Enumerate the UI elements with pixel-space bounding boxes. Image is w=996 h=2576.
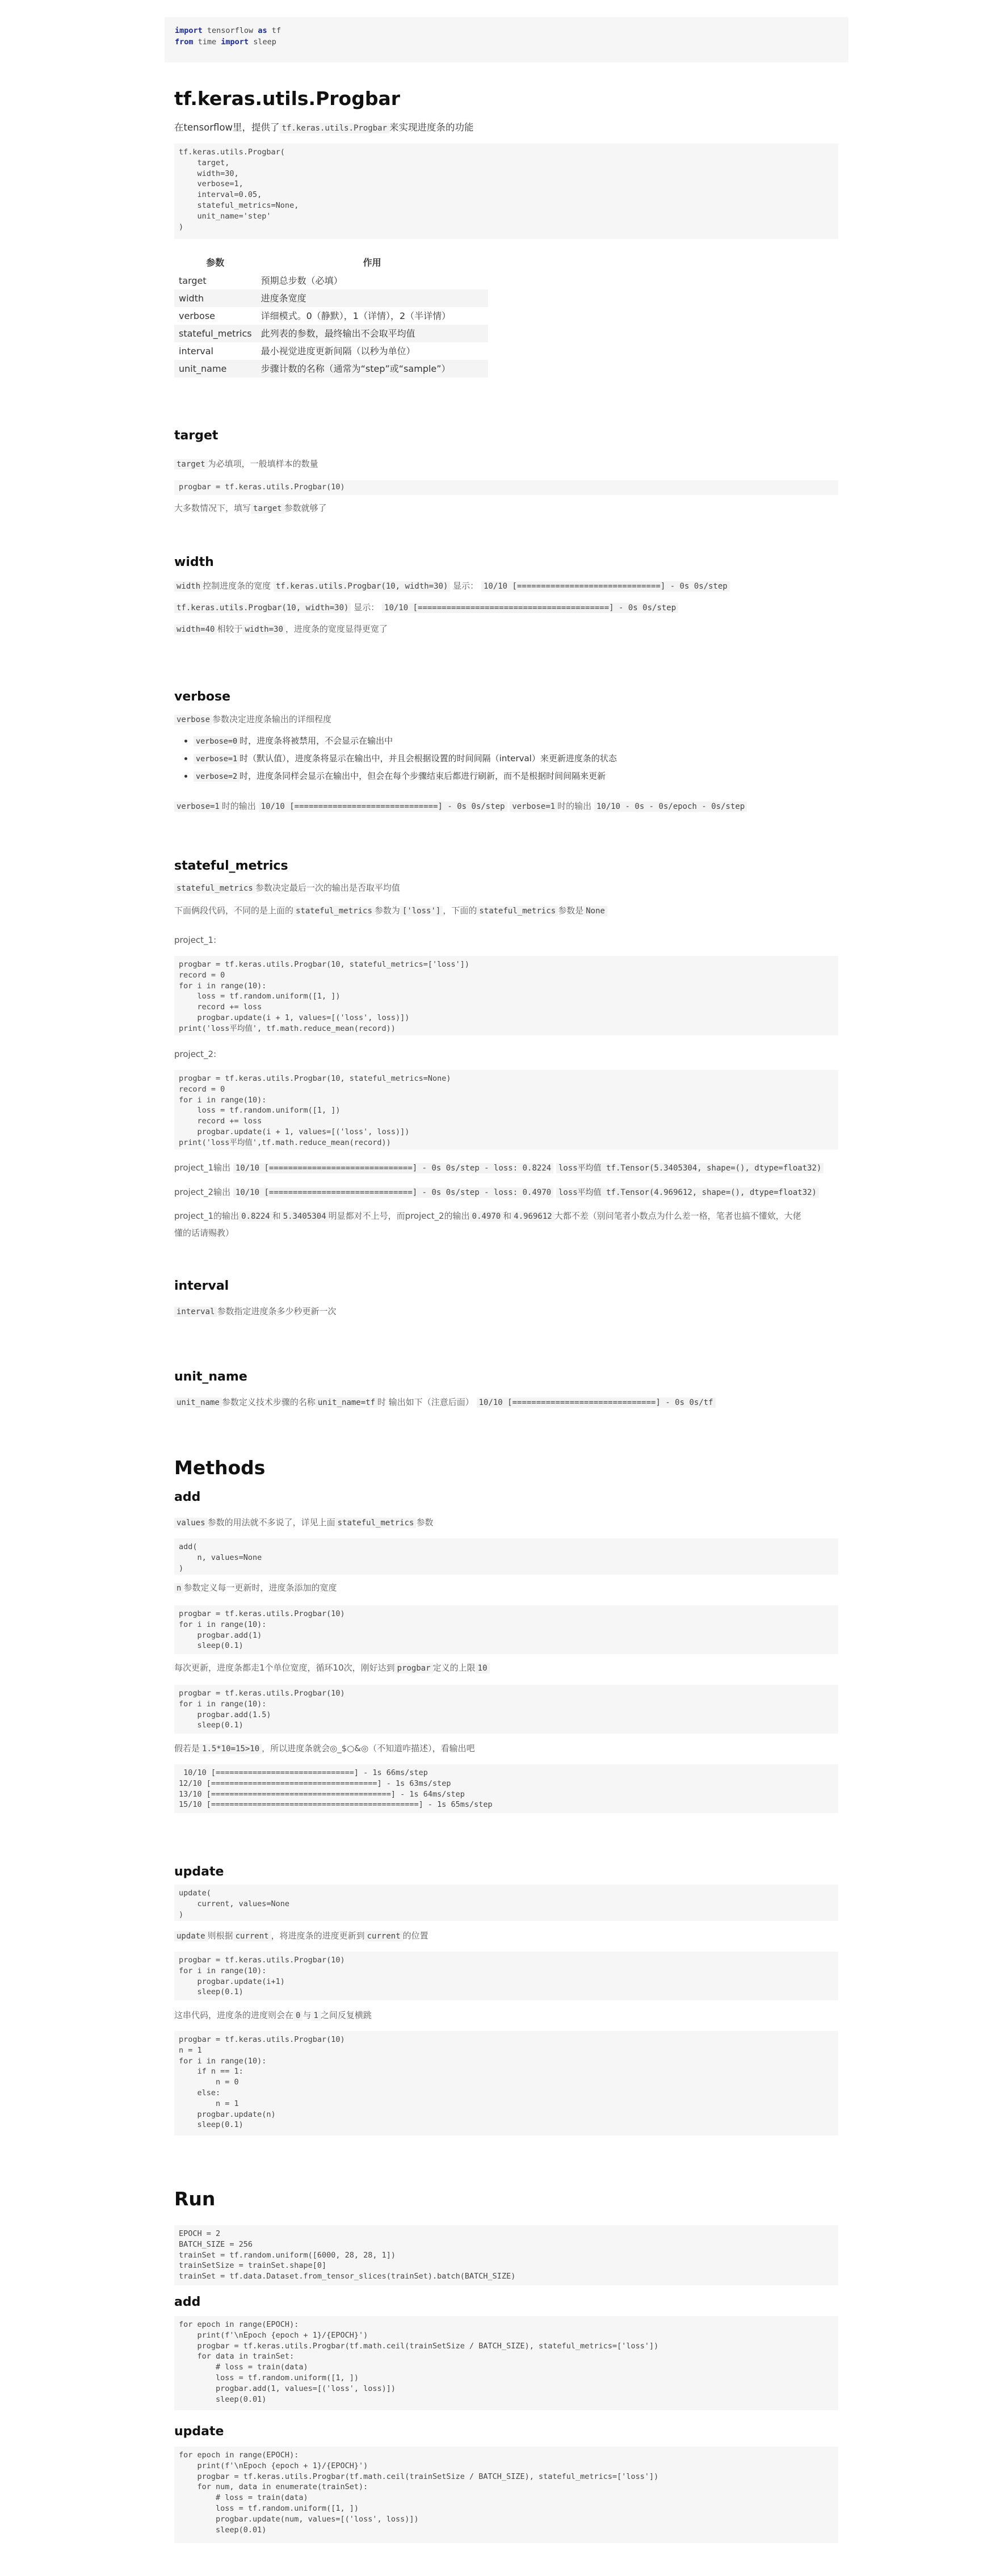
table-row: width 进度条宽度 (174, 290, 488, 307)
param-header: 参数 (206, 257, 225, 268)
width-paragraph-3: width=40 相较于 width=30 ，进度条的宽度显得更宽了 (174, 623, 844, 636)
add-paragraph-1: values 参数的用法就不多说了，详见上面 stateful_metrics 参数 (174, 1517, 844, 1529)
target-note: 大多数情况下，填写 target 参数就够了 (174, 503, 327, 513)
run-update-code: for epoch in range(EPOCH): print(f'\nEpoch {epoch + 1}/{EPOCH}') progbar = tf.keras.utils.Progbar(tf.math.ceil(trainSetSize / BATCH_SIZE), stateful_metrics=['loss']) for num, data in enumerate(trainSet): # loss = train(data) loss = tf.random.uniform([1, ]) progbar.update(num, values=[('loss', loss)]) sleep(0.01) (174, 2447, 838, 2543)
verbose-output-paragraph: verbose=1 时的输出 10/10 [==============================] - 0s 0s/step verbose=1 时的输出 10/10 - 0s - 0s/epoch - 0s/step (174, 800, 844, 813)
width-heading: width (174, 555, 214, 569)
list-item: • verbose=1 时（默认值），进度条将显示在输出中，并且会根据设置的时间间隔（interval）来更新进度条的状态 (194, 750, 617, 767)
add-output-block: 10/10 [==============================] - 1s 66ms/step 12/10 [====================================] - 1s 63ms/step 13/10 [=======================================] - 1s 64ms/step 15/10 [=============================================] - 1s 65ms/step (174, 1764, 838, 1813)
intro-paragraph: 在tensorflow里，提供了 tf.keras.utils.Progbar 来实现进度条的功能 (174, 122, 474, 133)
stateful-conclusion-line-2: 懂的话请赐教） (174, 1228, 234, 1238)
import-code-block: import tensorflow as tf from time import sleep (165, 17, 848, 62)
target-heading: target (174, 429, 218, 443)
project-1-code-block: progbar = tf.keras.utils.Progbar(10, stateful_metrics=['loss']) record = 0 for i in range(10): loss = tf.random.uniform([1, ]) record += loss progbar.update(i + 1, values=[('loss', loss)]) print('loss平均值', tf.math.reduce_mean(record)) (174, 956, 838, 1035)
project-1-output: project_1输出 10/10 [==============================] - 0s 0s/step - loss: 0.8224 loss平均值 tf.Tensor(5.3405304, shape=(), dtype=float32) (174, 1162, 844, 1174)
update-paragraph-2: 这串代码，进度条的进度则会在 0 与 1 之间反复横跳 (174, 2010, 372, 2020)
update-code-block-1: progbar = tf.keras.utils.Progbar(10) for i in range(10): progbar.update(i+1) sleep(0.1) (174, 1952, 838, 2000)
interval-paragraph: interval 参数指定进度条多少秒更新一次 (174, 1306, 844, 1318)
add-signature-code: add( n, values=None ) (174, 1538, 838, 1575)
target-paragraph: target 为必填项，一般填样本的数量 (174, 458, 844, 471)
update-heading: update (174, 1865, 224, 1879)
width-paragraph-2: tf.keras.utils.Progbar(10, width=30) 显示： 10/10 [========================================] - 0s 0s/step (174, 602, 844, 614)
unit-name-paragraph: unit_name 参数定义技术步骤的名称 unit_name=tf 时 输出如下（注意后面） 10/10 [==============================] - 0s 0s/tf (174, 1396, 844, 1409)
verbose-heading: verbose (174, 690, 230, 704)
stateful-metrics-heading: stateful_metrics (174, 859, 288, 873)
update-paragraph-1: update 则根据 current ，将进度条的进度更新到 current 的位置 (174, 1930, 844, 1943)
stateful-conclusion: project_1的输出 0.8224 和 5.3405304 明显都对不上号，而project_2的输出 0.4970 和 4.969612 大都不差（别问笔者小数点为什么差一格，笔者也搞不懂欸，大佬 (174, 1211, 801, 1221)
table-row: stateful_metrics 此列表的参数，最终输出不会取平均值 (174, 325, 488, 342)
table-row: target 预期总步数（必填） (179, 275, 343, 287)
update-signature-code: update( current, values=None ) (174, 1885, 838, 1921)
list-item: • verbose=2 时，进度条同样会显示在输出中，但会在每个步骤结束后都进行刷新，而不是根据时间间隔来更新 (194, 767, 617, 785)
run-heading: Run (174, 2188, 216, 2210)
add-code-block-1: progbar = tf.keras.utils.Progbar(10) for i in range(10): progbar.add(1) sleep(0.1) (174, 1605, 838, 1654)
table-row: interval 最小视觉进度更新间隔（以秒为单位） (179, 346, 415, 357)
verbose-paragraph: verbose 参数决定进度条输出的详细程度 (174, 714, 844, 726)
add-paragraph-4: 假若是 1.5*10=15>10 ，所以进度条就会◎_$○&◎（不知道咋描述），看输出吧 (174, 1743, 475, 1753)
table-row: verbose 详细模式。0（静默），1（详情），2（半详情） (179, 311, 451, 322)
add-heading: add (174, 1490, 201, 1504)
project-2-output: project_2输出 10/10 [==============================] - 0s 0s/step - loss: 0.4970 loss平均值 tf.Tensor(4.969612, shape=(), dtype=float32) (174, 1186, 844, 1199)
page-title: tf.keras.utils.Progbar (174, 87, 401, 110)
run-setup-code: EPOCH = 2 BATCH_SIZE = 256 trainSet = tf.random.uniform([6000, 28, 28, 1]) trainSetSize = trainSet.shape[0] trainSet = tf.data.Dataset.from_tensor_slices(trainSet).batch(BATCH_SIZE) (174, 2225, 838, 2285)
target-code-block: progbar = tf.keras.utils.Progbar(10) (174, 480, 838, 495)
width-paragraph-1: width 控制进度条的宽度 tf.keras.utils.Progbar(10, width=30) 显示： 10/10 [==============================] - 0s 0s/step (174, 580, 844, 593)
run-update-heading: update (174, 2424, 224, 2439)
project-2-code-block: progbar = tf.keras.utils.Progbar(10, stateful_metrics=None) record = 0 for i in range(10): loss = tf.random.uniform([1, ]) record += loss progbar.update(i + 1, values=[('loss', loss)]) print('loss平均值',tf.math.reduce_mean(record)) (174, 1070, 838, 1149)
project-1-label: project_1: (174, 935, 217, 945)
interval-heading: interval (174, 1279, 229, 1293)
project-2-label: project_2: (174, 1049, 217, 1059)
verbose-list (174, 732, 617, 785)
run-add-code: for epoch in range(EPOCH): print(f'\nEpoch {epoch + 1}/{EPOCH}') progbar = tf.keras.utils.Progbar(tf.math.ceil(trainSetSize / BATCH_SIZE), stateful_metrics=['loss']) for data in trainSet: # loss = train(data) loss = tf.random.uniform([1, ]) progbar.add(1, values=[('loss', loss)]) sleep(0.01) (174, 2316, 838, 2410)
list-item: • verbose=0 时，进度条将被禁用，不会显示在输出中 (194, 732, 617, 750)
update-code-block-2: progbar = tf.keras.utils.Progbar(10) n = 1 for i in range(10): if n == 1: n = 0 else: n = 1 progbar.update(n) sleep(0.1) (174, 2031, 838, 2136)
add-code-block-2: progbar = tf.keras.utils.Progbar(10) for i in range(10): progbar.add(1.5) sleep(0.1) (174, 1685, 838, 1734)
run-add-heading: add (174, 2295, 201, 2309)
effect-header: 作用 (363, 257, 381, 268)
stateful-paragraph-2: 下面俩段代码，不同的是上面的 stateful_metrics 参数为 ['loss'] ，下面的 stateful_metrics 参数是 None (174, 905, 844, 917)
methods-heading: Methods (174, 1457, 266, 1479)
stateful-paragraph-1: stateful_metrics 参数决定最后一次的输出是否取平均值 (174, 882, 844, 895)
add-paragraph-2: n 参数定义每一更新时，进度条添加的宽度 (174, 1582, 844, 1595)
signature-code-block: tf.keras.utils.Progbar( target, width=30, verbose=1, interval=0.05, stateful_metrics=None, unit_name='step' ) (174, 144, 838, 239)
unit-name-heading: unit_name (174, 1370, 247, 1384)
add-paragraph-3: 每次更新，进度条都走1个单位宽度，循环10次，刚好达到 progbar 定义的上限 10 (174, 1662, 844, 1675)
table-row: unit_name 步骤计数的名称（通常为“step”或“sample”） (174, 360, 488, 377)
param-table (174, 253, 488, 377)
